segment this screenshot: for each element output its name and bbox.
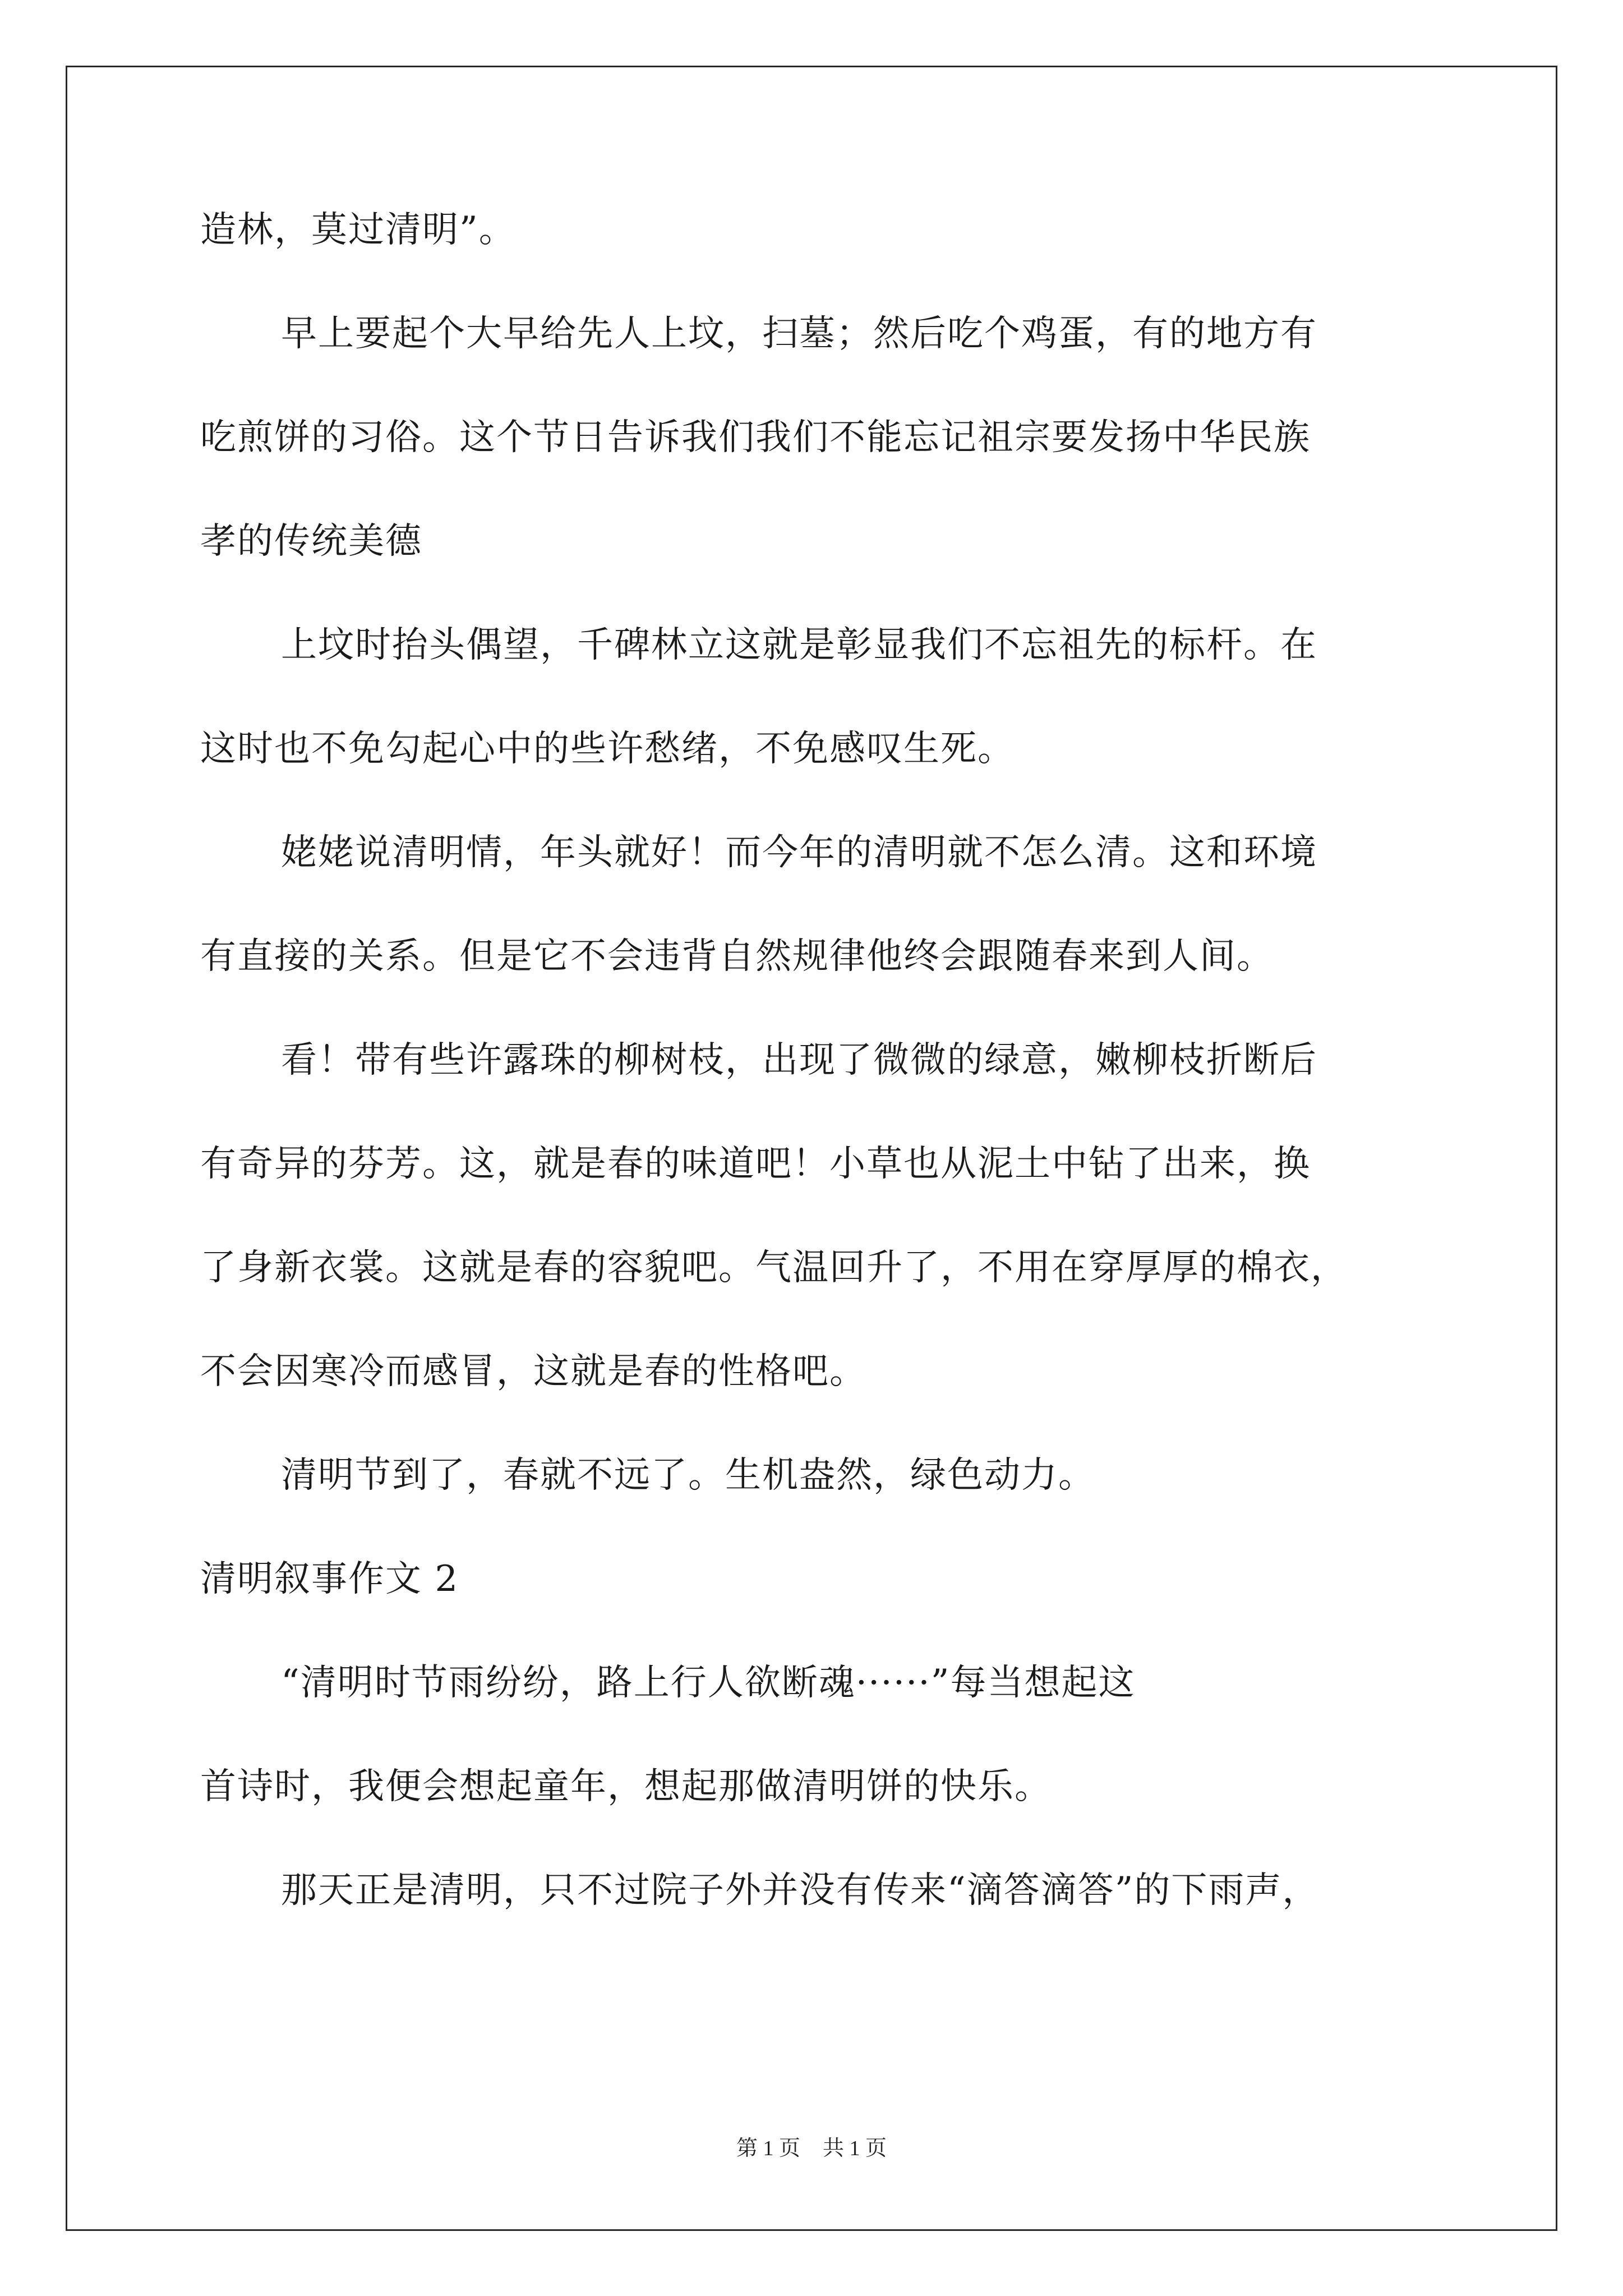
page-number: 第 1 页 [736, 2137, 800, 2160]
text-line: 有奇异的芬芳。这，就是春的味道吧！小草也从泥土中钻了出来，换 [200, 1143, 1311, 1185]
text-line: 了身新衣裳。这就是春的容貌吧。气温回升了，不用在穿厚厚的棉衣， [200, 1247, 1348, 1289]
paragraph-first-line: “清明时节雨纷纷，路上行人欲断魂······”每当想起这 [281, 1662, 1136, 1704]
text-line: 不会因寒冷而感冒，这就是春的性格吧。 [200, 1351, 866, 1392]
text-line: 有直接的关系。但是它不会违背自然规律他终会跟随春来到人间。 [200, 936, 1274, 977]
text-line: 首诗时，我便会想起童年，想起那做清明饼的快乐。 [200, 1766, 1052, 1807]
paragraph-first-line: 姥姥说清明情，年头就好！而今年的清明就不怎么清。这和环境 [281, 832, 1317, 873]
page-total: 共 1 页 [823, 2137, 887, 2160]
paragraph-first-line: 看！带有些许露珠的柳树枝，出现了微微的绿意，嫩柳枝折断后 [281, 1039, 1317, 1081]
paragraph-first-line: 上坟时抬头偶望，千碑林立这就是彰显我们不忘祖先的标杆。在 [281, 624, 1317, 666]
paragraph-first-line: 那天正是清明，只不过院子外并没有传来“滴答滴答”的下雨声， [281, 1870, 1320, 1911]
text-line: 吃煎饼的习俗。这个节日告诉我们我们不能忘记祖宗要发扬中华民族 [200, 417, 1311, 458]
text-line: 这时也不免勾起心中的些许愁绪，不免感叹生死。 [200, 728, 1015, 770]
section-heading: 清明叙事作文 2 [200, 1558, 459, 1600]
paragraph-first-line: 早上要起个大早给先人上坟，扫墓；然后吃个鸡蛋，有的地方有 [281, 313, 1317, 355]
text-line: 孝的传统美德 [200, 521, 422, 562]
page-footer [0, 2134, 1623, 2162]
paragraph-first-line: 清明节到了，春就不远了。生机盎然，绿色动力。 [281, 1455, 1095, 1496]
text-line: 造林，莫过清明”。 [200, 209, 516, 251]
